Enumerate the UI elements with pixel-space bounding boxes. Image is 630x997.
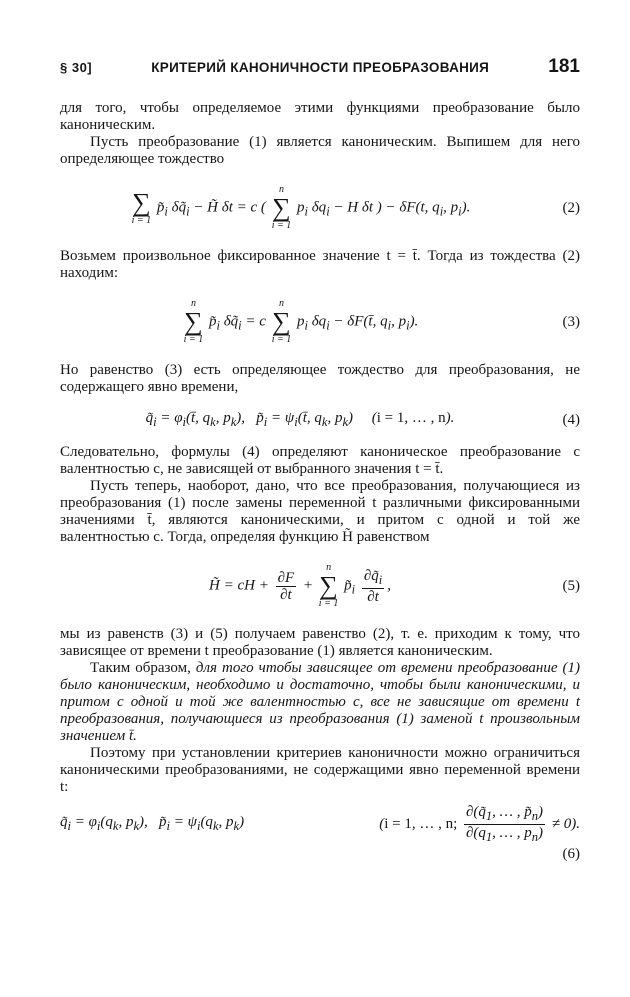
- equation-number: (3): [562, 313, 580, 330]
- sum-lower: i = 1: [318, 598, 339, 609]
- page-number: 181: [548, 56, 580, 77]
- sum-sign: n ∑ i = 1: [318, 562, 339, 609]
- equation-number: (5): [562, 577, 580, 594]
- equation-number: (2): [562, 199, 580, 216]
- paragraph-8-theorem: для того чтобы зависящее от времени преобразование (1) было каноническим, необходимо и достаточно, чтобы были каноническими, и притом с одной и той же валентностью c, все не зависящие от времени t преобразования, получающиеся из преобразования (1) заменой t произвольным значением t̄.: [60, 660, 581, 744]
- sum-sign: ∑ i = 1: [131, 188, 152, 226]
- equation-6-left: $q̃_i = \varphi_i(q_k$, $p_k$), $p̃_i = \psi_i(q_k$, $p_k$): [60, 814, 245, 833]
- equation-2-body: ∑ i = 1 $p̃_i$ $\delta q̃_i$ − H̃ δt = c ( n ∑ i = 1 $p_i$ $\delta q_i - H$ δt ) − δF(t, $q_i$, $p_i$).: [131, 184, 471, 231]
- sum-upper: n: [190, 298, 196, 309]
- equation-4: [60, 404, 580, 436]
- running-title: КРИТЕРИЙ КАНОНИЧНОСТИ ПРЕОБРАЗОВАНИЯ: [151, 60, 490, 75]
- running-head: [60, 56, 580, 82]
- equation-number: (4): [562, 411, 580, 428]
- sum-lower: i = 1: [131, 215, 152, 226]
- paragraph-8: [60, 660, 580, 745]
- equation-2: [60, 176, 580, 240]
- sum-lower: i = 1: [183, 334, 204, 345]
- sum-sign: n ∑ i = 1: [271, 298, 292, 345]
- equation-5-body: H̃ = cH + $\frac{\partial F}{\partial t}$ + n ∑ i = 1 $p̃_i$ $\frac{\partial q̃_i}{\partial t}$ ,: [209, 562, 391, 609]
- book-page: [60, 56, 580, 868]
- paragraph-4: Но равенство (3) есть определяющее тождество для преобразования, не содержащего явно времени,: [60, 362, 580, 395]
- paragraph-5: Следовательно, формулы (4) определяют каноническое преобразование с валентностью c, не зависящей от выбранного значения t = t̄.: [60, 444, 580, 477]
- equation-number: (6): [562, 846, 580, 862]
- fraction: $\frac{\partial q̃_i}{\partial t}$: [363, 567, 383, 605]
- section-marker: § 30]: [60, 60, 93, 75]
- paragraph-8-lead: Таким образом,: [90, 660, 196, 676]
- equation-4-body: $q̃_i$ = $\varphi_i(t̄$, $q_k$, $p_k$), $p̃_i$ = $\psi_i(t̄$, $q_k$, $p_k$) (i = 1, … , n).: [145, 410, 455, 429]
- sum-upper: n: [278, 184, 284, 195]
- fraction: $\frac{\partial(q̃_1, \dots , p̃_n)}{\partial(q_1, \dots , p_n)}$: [466, 803, 544, 844]
- fraction: $\frac{\partial F}{\partial t}$: [277, 569, 295, 603]
- sum-upper: n: [326, 562, 332, 573]
- paragraph-1: для того, чтобы определяемое этими функциями преобразование было каноническим.: [60, 100, 580, 133]
- paragraph-9: Поэтому при установлении критериев каноничности можно ограничиться каноническими преобразованиями, не содержащими явно переменной времени t:: [60, 745, 580, 795]
- equation-5: [60, 554, 580, 618]
- equation-6-right: (i = 1, … , n; $\frac{\partial(q̃_1, \dots , p̃_n)}{\partial(q_1, \dots , p_n)}$ ≠ 0).: [379, 803, 580, 844]
- paragraph-7: мы из равенств (3) и (5) получаем равенство (2), т. е. приходим к тому, что зависящее от времени t преобразование (1) является каноническим.: [60, 626, 580, 659]
- paragraph-3: Возьмем произвольное фиксированное значение t = t̄. Тогда из тождества (2) находим:: [60, 248, 580, 281]
- sum-sign: n ∑ i = 1: [271, 184, 292, 231]
- sum-sign: n ∑ i = 1: [183, 298, 204, 345]
- equation-3-body: n ∑ i = 1 $p̃_i$ $\delta q̃_i = c$ n ∑ i = 1 $p_i$ $\delta q_i$ − δF(t̄, $q_i$, $p_i$).: [183, 298, 419, 345]
- paragraph-2: Пусть преобразование (1) является каноническим. Выпишем для него определяющее тождество: [60, 134, 580, 167]
- sum-upper: n: [278, 298, 284, 309]
- equation-6: [60, 804, 580, 844]
- equation-3: [60, 290, 580, 354]
- sum-lower: i = 1: [271, 220, 292, 231]
- paragraph-6: Пусть теперь, наоборот, дано, что все преобразования, получающиеся из преобразования (1) после замены переменной t различными фиксированными значениями t̄, являются каноническими, и притом с одной и той же валентностью c. Тогда, определяя функцию H̃ равенством: [60, 478, 580, 545]
- sum-lower: i = 1: [271, 334, 292, 345]
